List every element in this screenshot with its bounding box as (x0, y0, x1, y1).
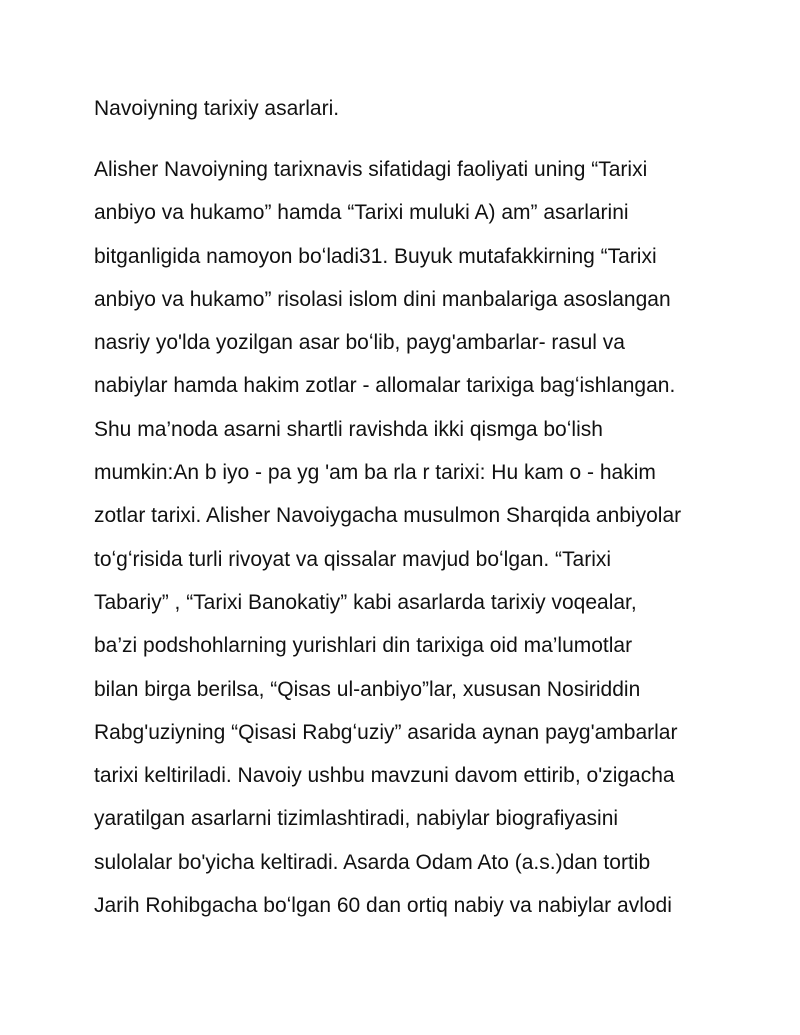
paragraph-line: mumkin:An b iyo - pa yg 'am ba rla r tarixi: Hu kam o - hakim (94, 461, 656, 485)
paragraph-line: yaratilgan asarlarni tizimlashtiradi, nabiylar biografiyasini (94, 807, 619, 831)
paragraph-line: nabiylar hamda hakim zotlar - allomalar tarixiga bagʻishlangan. (94, 374, 676, 398)
paragraph-line: bitganligida namoyon boʻladi31. Buyuk mutafakkirning “Tarixi (94, 244, 657, 268)
paragraph-line: bilan birga berilsa, “Qisas ul-anbiyo”lar, xususan Nosiriddin (94, 677, 641, 701)
paragraph-line: zotlar tarixi. Alisher Navoiygacha musulmon Sharqida anbiyolar (94, 504, 682, 528)
paragraph-line: Tabariy” , “Tarixi Banokatiy” kabi asarlarda tarixiy voqealar, (94, 590, 637, 614)
paragraph-line: nasriy yo'lda yozilgan asar boʻlib, payg'ambarlar- rasul va (94, 331, 625, 355)
paragraph-line: anbiyo va hukamo” risolasi islom dini manbalariga asoslangan (94, 287, 671, 311)
paragraph-line: Shu ma’noda asarni shartli ravishda ikki qismga boʻlish (94, 417, 603, 441)
paragraph-line: toʻgʻrisida turli rivoyat va qissalar mavjud boʻlgan. “Tarixi (94, 547, 612, 571)
paragraph-line: ba’zi podshohlarning yurishlari din tarixiga oid ma’lumotlar (94, 634, 633, 658)
paragraph-line: Jarih Rohibgacha boʻlgan 60 dan ortiq nabiy va nabiylar avlodi (94, 894, 672, 918)
paragraph-line: tarixi keltiriladi. Navoiy ushbu mavzuni davom ettirib, o'zigacha (94, 764, 675, 788)
paragraph-line: Alisher Navoiyning tarixnavis sifatidagi faoliyati uning “Tarixi (94, 158, 648, 181)
paragraph-line: Rabg'uziyning “Qisasi Rabgʻuziy” asarida aynan payg'ambarlar (94, 720, 678, 744)
paragraph-line: sulolalar bo'yicha keltiradi. Asarda Odam Ato (a.s.)dan tortib (94, 850, 651, 874)
document-paragraph (94, 148, 734, 927)
paragraph-line: anbiyo va hukamo” hamda “Tarixi muluki A) am” asarlarini (94, 201, 629, 225)
document-title: Navoiyning tarixiy asarlari. (94, 97, 340, 120)
